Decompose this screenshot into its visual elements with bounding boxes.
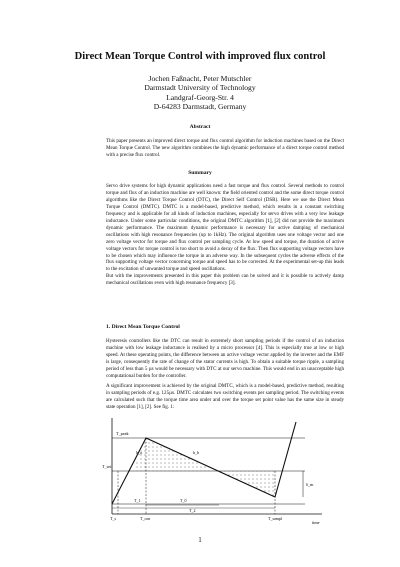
label-t2: T_2 xyxy=(189,508,196,513)
author-block xyxy=(0,74,400,112)
label-delta: δ_m xyxy=(306,482,314,487)
summary-text: Servo drive systems for high dynamic applications need a fast torque and flux control. Several methods to control torque and flux of an induction machine are well known: the field oriented control and the some direct torque control algorithms like the Direct Torque Control (DTC), the Direct Self Control (DSR). Here we use the Direct Mean Torque Control (DMTC). DMTC is a model-based, predictive method, which results in a constant switching frequency and is applicable for all kinds of induction machines, especially for servo drives with a very low leakage inductance. Under some particular conditions, the original DMTC algorithm [1], [2] did not provide the maximum dynamic performance. The maximum dynamic performance is necessary for active damping of mechanical oscillations with high resonance frequencies (up to 1kHz). The original algorithm uses one voltage vector and one zero voltage vector for torque and flux control per sampling cycle. At low speed and torque, the duration of active voltage vectors for torque control is too short to avoid a decay of the flux. Then flux supporting voltage vectors have to be chosen which may influence the torque in an adverse way. In the subsequent cycles the adverse effects of the flux supporting voltage vector concerning torque and speed has to be corrected. At the experimental set-up this leads to the excitation of unwanted torque and speed oscillations. But with the improvements presented in this paper this problem can be solved and it is possible to actively damp mechanical oscillations even with high resonance frequency [3]. xyxy=(106,183,344,287)
label-tcon: T_con xyxy=(140,516,151,521)
label-tset: T_set xyxy=(102,464,112,469)
label-time: time xyxy=(312,520,320,525)
label-tsampl: T_sampl xyxy=(268,516,282,521)
abstract-text: This paper presents an improved direct torque and flux control algorithm for induction machines based on the Direct Mean Torque Control. The new algorithm combines the high dynamic performance of a direct torque control method with a precise flux control. xyxy=(106,138,344,158)
author-street: Landgraf-Georg-Str. 4 xyxy=(166,92,234,102)
author-affiliation: Darmstadt University of Technology xyxy=(144,83,256,93)
page-number: 1 xyxy=(198,536,202,544)
label-hb: h_b xyxy=(193,450,199,455)
label-ha: h_a xyxy=(136,450,142,455)
author-city: D-64283 Darmstadt, Germany xyxy=(153,102,247,112)
abstract-heading: Abstract xyxy=(189,124,211,130)
section1-text-2: A significant improvement is achieved by the original DMTC, which is a model-based, predictive method, resulting in sampling periods of e.g. 125µs. DMTC calculates two switching events per sampling period. The switching events are calculated such that the torque time area under and over the torque set point value has the same size in steady state operation [1], [2]. See fig. 1: xyxy=(106,383,344,410)
summary-heading: Summary xyxy=(188,170,212,176)
torque-figure xyxy=(100,414,330,526)
label-ts: T_s xyxy=(110,516,116,521)
section1-text-1: Hysteresis controllers like the DTC can result in extremely short sampling periods if the control of an induction machine with low leakage inductance is realised by a micro processor [4]. This is especially true at low or high speed. At these operating points, the difference between an active voltage vector applied by the inverter and the EMF is large, consequently the rate of change of the stator currents is high. To obtain a suitable torque ripple, a sampling period of less than 5 µs would be necessary with DTC at our servo machine. This would end in an unacceptable high computational burden for the controller. xyxy=(106,338,344,379)
section1-heading: 1. Direct Mean Torque Control xyxy=(106,324,180,330)
label-tpeak: T_peak xyxy=(116,431,129,436)
label-t1: T_1 xyxy=(134,498,141,503)
label-t0: T_0 xyxy=(180,498,187,503)
paper-title: Direct Mean Torque Control with improved flux control xyxy=(74,51,326,62)
author-names: Jochen Faßnacht, Peter Mutschler xyxy=(148,74,252,83)
